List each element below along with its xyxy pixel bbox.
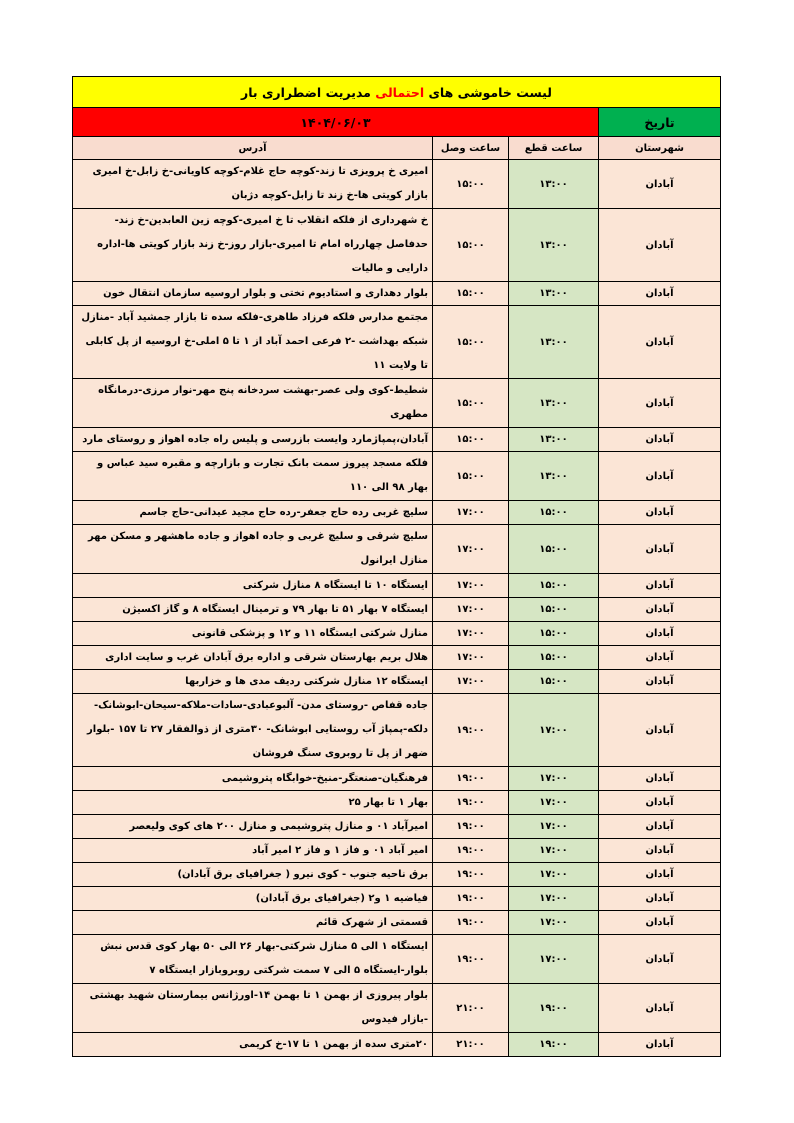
cell-connect-time: ۱۷:۰۰ [433, 670, 509, 694]
table-row [73, 574, 721, 598]
header-city: شهرستان [599, 137, 721, 160]
cell-address: ایستگاه ۱۰ تا ایستگاه ۸ منازل شرکتی [73, 574, 433, 598]
cell-address: ایستگاه ۷ بهار ۵۱ تا بهار ۷۹ و ترمینال ایستگاه ۸ و گاز اکسیژن [73, 598, 433, 622]
cell-address: منازل شرکتی ایستگاه ۱۱ و ۱۲ و پزشکی قانونی [73, 622, 433, 646]
cell-address: ایستگاه ۱۲ منازل شرکتی ردیف مدی ها و خزاربها [73, 670, 433, 694]
table-row [73, 160, 721, 209]
table-row [73, 815, 721, 839]
cell-connect-time: ۲۱:۰۰ [433, 1033, 509, 1057]
cell-address: مجتمع مدارس فلکه فرزاد طاهری-فلکه سده تا بازار جمشید آباد -منازل شبکه بهداشت -۲ فرعی احمد آباد از ۱ تا ۵ املی-خ اروسیه از پل کابلی تا ولایت ۱۱ [73, 306, 433, 379]
cell-connect-time: ۱۷:۰۰ [433, 622, 509, 646]
cell-address: قسمتی از شهرک قائم [73, 911, 433, 935]
cell-address: جاده قفاص -روستای مدن- آلبوعبادی-سادات-ملاکه-سیحان-ابوشانک-دلکه-پمپاژ آب روستایی ابوشانک- ۳۰متری از ذوالفقار ۲۷ تا ۱۵۷ -بلوار ضهر از پل تا روبروی سنگ فروشان [73, 694, 433, 767]
cell-connect-time: ۱۹:۰۰ [433, 935, 509, 984]
cell-city: آبادان [599, 815, 721, 839]
cell-city: آبادان [599, 767, 721, 791]
date-label: تاریخ [599, 108, 721, 137]
cell-city: آبادان [599, 209, 721, 282]
cell-address: ۲۰متری سده از بهمن ۱ تا ۱۷-خ کریمی [73, 1033, 433, 1057]
cell-city: آبادان [599, 863, 721, 887]
cell-cut-time: ۱۵:۰۰ [509, 598, 599, 622]
cell-cut-time: ۱۹:۰۰ [509, 1033, 599, 1057]
outage-table [72, 76, 721, 1057]
cell-cut-time: ۱۳:۰۰ [509, 282, 599, 306]
cell-connect-time: ۱۷:۰۰ [433, 598, 509, 622]
cell-cut-time: ۱۳:۰۰ [509, 209, 599, 282]
cell-connect-time: ۱۹:۰۰ [433, 694, 509, 767]
cell-city: آبادان [599, 670, 721, 694]
cell-address: ایستگاه ۱ الی ۵ منازل شرکتی-بهار ۲۶ الی ۵۰ بهار کوی قدس نبش بلوار-ایستگاه ۵ الی ۷ سمت شرکتی روبروبازار ایستگاه ۷ [73, 935, 433, 984]
cell-city: آبادان [599, 525, 721, 574]
cell-city: آبادان [599, 911, 721, 935]
title-highlight: احتمالی [375, 84, 425, 100]
table-row [73, 1033, 721, 1057]
table-row [73, 791, 721, 815]
cell-city: آبادان [599, 501, 721, 525]
cell-connect-time: ۱۵:۰۰ [433, 452, 509, 501]
table-row [73, 863, 721, 887]
cell-address: سلیچ شرقی و سلیچ غربی و جاده اهواز و جاده ماهشهر و مسکن مهر منازل ایرانول [73, 525, 433, 574]
cell-address: امیر آباد ۰۱ و فاز ۱ و فاز ۲ امیر آباد [73, 839, 433, 863]
cell-connect-time: ۱۵:۰۰ [433, 428, 509, 452]
cell-cut-time: ۱۵:۰۰ [509, 622, 599, 646]
table-row [73, 452, 721, 501]
cell-city: آبادان [599, 984, 721, 1033]
cell-address: فرهنگیان-صنعتگر-منیخ-خوابگاه پتروشیمی [73, 767, 433, 791]
cell-cut-time: ۱۳:۰۰ [509, 160, 599, 209]
table-row [73, 282, 721, 306]
date-value: ۱۴۰۴/۰۶/۰۳ [73, 108, 599, 137]
cell-connect-time: ۱۷:۰۰ [433, 525, 509, 574]
table-row [73, 501, 721, 525]
cell-cut-time: ۱۳:۰۰ [509, 379, 599, 428]
table-row [73, 839, 721, 863]
cell-cut-time: ۱۷:۰۰ [509, 839, 599, 863]
cell-cut-time: ۱۵:۰۰ [509, 670, 599, 694]
cell-connect-time: ۱۹:۰۰ [433, 791, 509, 815]
table-row [73, 598, 721, 622]
cell-address: شطیط-کوی ولی عصر-بهشت سردخانه پنج مهر-نوار مرزی-درمانگاه مطهری [73, 379, 433, 428]
cell-cut-time: ۱۵:۰۰ [509, 525, 599, 574]
cell-address: فیاضیه ۱ و۲ (جغرافیای برق آبادان) [73, 887, 433, 911]
cell-city: آبادان [599, 791, 721, 815]
table-row [73, 622, 721, 646]
table-row [73, 525, 721, 574]
cell-connect-time: ۱۵:۰۰ [433, 282, 509, 306]
cell-city: آبادان [599, 379, 721, 428]
table-row [73, 670, 721, 694]
cell-connect-time: ۱۵:۰۰ [433, 379, 509, 428]
cell-city: آبادان [599, 598, 721, 622]
cell-connect-time: ۱۵:۰۰ [433, 209, 509, 282]
table-row [73, 306, 721, 379]
cell-address: بلوار پیروزی از بهمن ۱ تا بهمن ۱۴-اورژانس بیمارستان شهید بهشتی -بازار فیدوس [73, 984, 433, 1033]
cell-cut-time: ۱۳:۰۰ [509, 452, 599, 501]
cell-city: آبادان [599, 622, 721, 646]
cell-city: آبادان [599, 694, 721, 767]
cell-connect-time: ۱۷:۰۰ [433, 574, 509, 598]
cell-connect-time: ۱۹:۰۰ [433, 815, 509, 839]
cell-connect-time: ۱۹:۰۰ [433, 887, 509, 911]
cell-address: هلال بریم بهارستان شرقی و اداره برق آبادان غرب و سایت اداری [73, 646, 433, 670]
cell-city: آبادان [599, 839, 721, 863]
cell-city: آبادان [599, 282, 721, 306]
cell-city: آبادان [599, 306, 721, 379]
header-address: آدرس [73, 137, 433, 160]
table-row [73, 646, 721, 670]
cell-connect-time: ۱۵:۰۰ [433, 306, 509, 379]
cell-connect-time: ۱۹:۰۰ [433, 767, 509, 791]
sheet-title: لیست خاموشی های احتمالی مدیریت اضطراری بار [73, 77, 721, 108]
cell-address: آبادان،پمپاژمارد وایست بازرسی و پلیس راه جاده اهواز و روستای مارد [73, 428, 433, 452]
header-connect-time: ساعت وصل [433, 137, 509, 160]
cell-city: آبادان [599, 1033, 721, 1057]
cell-connect-time: ۱۹:۰۰ [433, 863, 509, 887]
cell-city: آبادان [599, 160, 721, 209]
cell-address: فلکه مسجد پیروز سمت بانک تجارت و بازارچه و مقبره سید عباس و بهار ۹۸ الی ۱۱۰ [73, 452, 433, 501]
cell-connect-time: ۲۱:۰۰ [433, 984, 509, 1033]
cell-cut-time: ۱۹:۰۰ [509, 984, 599, 1033]
cell-cut-time: ۱۷:۰۰ [509, 791, 599, 815]
cell-cut-time: ۱۵:۰۰ [509, 501, 599, 525]
cell-address: بهار ۱ تا بهار ۲۵ [73, 791, 433, 815]
cell-connect-time: ۱۷:۰۰ [433, 501, 509, 525]
cell-connect-time: ۱۹:۰۰ [433, 911, 509, 935]
table-row [73, 428, 721, 452]
cell-connect-time: ۱۷:۰۰ [433, 646, 509, 670]
cell-cut-time: ۱۵:۰۰ [509, 646, 599, 670]
cell-connect-time: ۱۵:۰۰ [433, 160, 509, 209]
cell-city: آبادان [599, 452, 721, 501]
table-row [73, 984, 721, 1033]
outage-rows [73, 160, 721, 1057]
table-row [73, 379, 721, 428]
cell-cut-time: ۱۷:۰۰ [509, 694, 599, 767]
cell-cut-time: ۱۷:۰۰ [509, 887, 599, 911]
header-cut-time: ساعت قطع [509, 137, 599, 160]
table-row [73, 911, 721, 935]
cell-city: آبادان [599, 935, 721, 984]
cell-address: امیرآباد ۰۱ و منازل پتروشیمی و منازل ۲۰۰ های کوی ولیعصر [73, 815, 433, 839]
cell-city: آبادان [599, 646, 721, 670]
table-row [73, 935, 721, 984]
cell-city: آبادان [599, 574, 721, 598]
table-row [73, 209, 721, 282]
cell-cut-time: ۱۳:۰۰ [509, 428, 599, 452]
cell-cut-time: ۱۷:۰۰ [509, 911, 599, 935]
table-row [73, 767, 721, 791]
cell-city: آبادان [599, 887, 721, 911]
cell-address: برق ناحیه جنوب - کوی نیرو ( جغرافیای برق آبادان) [73, 863, 433, 887]
cell-cut-time: ۱۵:۰۰ [509, 574, 599, 598]
cell-cut-time: ۱۷:۰۰ [509, 815, 599, 839]
table-row [73, 887, 721, 911]
cell-city: آبادان [599, 428, 721, 452]
cell-cut-time: ۱۷:۰۰ [509, 935, 599, 984]
table-row [73, 694, 721, 767]
cell-address: امیری خ پرویزی تا زند-کوچه حاج غلام-کوچه کاویانی-خ زابل-خ امیری بازار کویتی ها-خ زند تا زابل-کوچه دژبان [73, 160, 433, 209]
cell-address: بلوار دهداری و استادیوم تختی و بلوار اروسیه سازمان انتقال خون [73, 282, 433, 306]
cell-cut-time: ۱۳:۰۰ [509, 306, 599, 379]
cell-connect-time: ۱۹:۰۰ [433, 839, 509, 863]
cell-address: خ شهرداری از فلکه انقلاب تا خ امیری-کوچه زین العابدین-خ زند-حدفاصل چهارراه امام تا امیری-بازار روز-خ زند بازار کویتی ها-اداره دارایی و مالیات [73, 209, 433, 282]
cell-cut-time: ۱۷:۰۰ [509, 767, 599, 791]
cell-cut-time: ۱۷:۰۰ [509, 863, 599, 887]
cell-address: سلیچ غربی رده حاج جعفر-رده حاج مجید عیدانی-حاج جاسم [73, 501, 433, 525]
